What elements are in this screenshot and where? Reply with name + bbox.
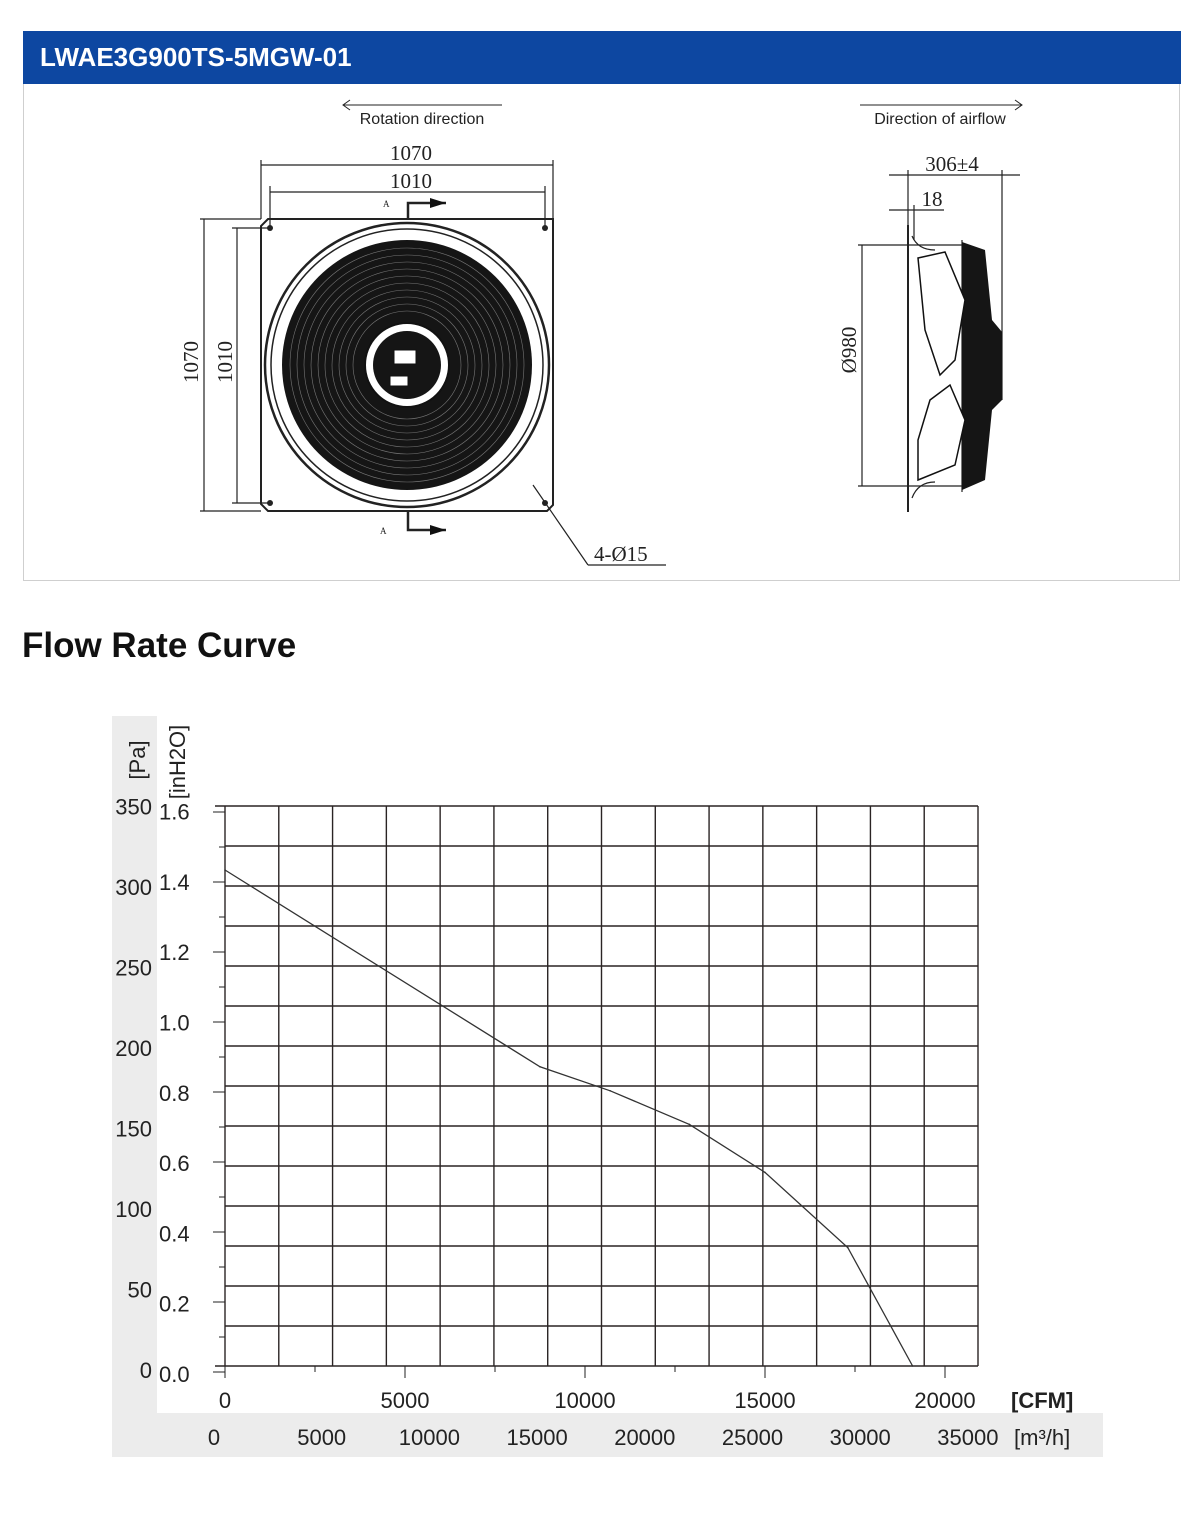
- data-point: [689, 1124, 691, 1126]
- data-point: [609, 1090, 611, 1092]
- x-tick-label-m3h: 15000: [506, 1425, 568, 1450]
- rotation-direction-label: Rotation direction: [359, 111, 485, 128]
- y-tick-label-inh2o: 0.8: [159, 1080, 190, 1106]
- chart-ticks: [213, 812, 945, 1378]
- data-point: [912, 1365, 914, 1367]
- y-tick-label-pa: 250: [115, 955, 152, 981]
- x-tick-label-m3h: 20000: [614, 1425, 676, 1450]
- y-tick-label-inh2o: 0.4: [159, 1221, 190, 1247]
- data-point: [764, 1172, 766, 1174]
- x-tick-label-m3h: 5000: [297, 1425, 347, 1450]
- dim-height-outer: 1070: [179, 341, 203, 383]
- y-tick-label-inh2o: 0.0: [159, 1362, 190, 1387]
- y-tick-label-pa: 50: [127, 1277, 152, 1303]
- y-tick-label-inh2o: 0.6: [159, 1151, 190, 1177]
- dim-flange: 18: [921, 187, 943, 211]
- dim-width-inner: 1010: [390, 169, 432, 193]
- model-title: LWAE3G900TS-5MGW-01: [23, 31, 1181, 84]
- y-tick-label-pa: 300: [115, 875, 152, 900]
- series-line-static-pressure: [225, 870, 913, 1366]
- x-axis-label-m3h: [m³/h]: [1014, 1425, 1071, 1450]
- dim-holes: 4-Ø15: [594, 542, 648, 566]
- y-tick-label-inh2o: 1.6: [159, 799, 190, 825]
- y-tick-label-inh2o: 1.2: [159, 940, 190, 966]
- x-tick-label-m3h: 10000: [398, 1425, 460, 1450]
- x-tick-label-cfm: 5000: [380, 1388, 430, 1413]
- x-tick-label-cfm: 20000: [914, 1388, 976, 1413]
- x-tick-label-cfm: 0: [218, 1388, 232, 1413]
- y-tick-label-inh2o: 1.0: [159, 1010, 190, 1036]
- x-tick-label-m3h: 30000: [829, 1425, 891, 1450]
- y-tick-label-pa: 350: [115, 794, 152, 820]
- y-tick-label-pa: 150: [115, 1116, 152, 1142]
- chart-tick-labels: [115, 795, 998, 1451]
- x-axis-label-cfm: [CFM]: [1011, 1388, 1074, 1413]
- x-tick-label-m3h: 0: [207, 1425, 221, 1450]
- y-axis-band: [112, 716, 157, 1457]
- y-tick-label-pa: 200: [115, 1036, 152, 1061]
- airflow-direction-label: Direction of airflow: [874, 111, 1006, 128]
- x-tick-label-m3h: 25000: [721, 1425, 784, 1450]
- data-point: [847, 1247, 849, 1249]
- data-point: [539, 1066, 541, 1068]
- section-mark-top: A: [383, 199, 390, 209]
- y-tick-label-inh2o: 1.4: [159, 869, 190, 895]
- section-title: Flow Rate Curve: [22, 626, 297, 665]
- y-tick-label-pa: 0: [139, 1358, 152, 1383]
- section-mark-bottom: A: [380, 526, 387, 536]
- x-tick-label-cfm: 10000: [554, 1388, 616, 1413]
- dim-depth: 306±4: [925, 152, 979, 176]
- x-tick-label-cfm: 15000: [734, 1388, 796, 1413]
- data-point: [224, 869, 226, 871]
- dim-height-inner: 1010: [213, 341, 237, 383]
- y-axis-label-pa: [Pa]: [125, 740, 150, 780]
- dim-diameter: Ø980: [837, 326, 861, 374]
- y-tick-label-pa: 100: [115, 1197, 152, 1222]
- dim-width-outer: 1070: [390, 141, 432, 165]
- y-axis-label-inh2o: [inH2O]: [165, 724, 190, 800]
- y-tick-label-inh2o: 0.2: [159, 1291, 190, 1317]
- x-tick-label-m3h: 35000: [937, 1425, 999, 1450]
